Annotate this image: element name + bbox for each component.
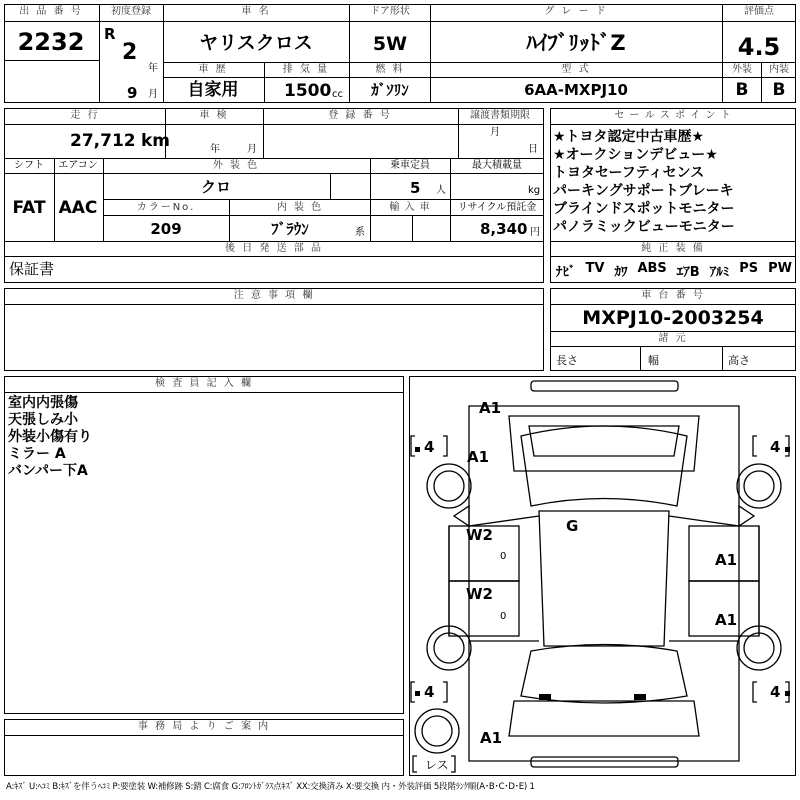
inspector-note-line: 室内内張傷 — [8, 395, 78, 411]
recycle-unit: 円 — [530, 227, 540, 238]
int-color-label: 内 装 色 — [276, 202, 324, 213]
model-label: 型 式 — [561, 64, 591, 75]
mileage-label: 走 行 — [70, 110, 100, 121]
sales-point-item: パノラミックビューモニター — [553, 219, 735, 235]
mark-tire-rl: 4 — [424, 683, 435, 701]
grade-label: グ レ ー ド — [544, 6, 608, 17]
inspector-note-line: バンパー下A — [8, 463, 88, 479]
recycle-label: リサイクル預託金 — [457, 202, 537, 213]
lot-number-label: 出 品 番 号 — [19, 6, 83, 17]
legend: A:ｷｽﾞ U:ﾍｺﾐ B:ｷｽﾞを伴うﾍｺﾐ P:要塗装 W:補修跡 S:錆 C:腐食 G:ﾌﾛﾝﾄｶﾞﾗｽ点ｷｽﾞ XX:交換済み X:要交換 内・外装評価 5段階ﾗﾝｸ順(A･B･C･D･E) 1 — [6, 782, 535, 792]
door-label: ドア形状 — [370, 6, 410, 17]
mileage: 27,712 — [70, 131, 136, 151]
aircon: AAC — [58, 198, 98, 218]
interior-label: 内装 — [769, 64, 789, 75]
int-color: ﾌﾞﾗｳﾝ — [271, 220, 309, 238]
transfer-deadline-label: 譲渡書類期限 — [470, 110, 530, 121]
height-label: 高さ — [728, 354, 750, 367]
max-load-label: 最大積載量 — [472, 160, 522, 171]
recycle-fee: 8,340 — [480, 220, 528, 238]
int-color-unit: 系 — [355, 227, 365, 238]
inspector-label: 検 査 員 記 入 欄 — [155, 378, 253, 389]
width-label: 幅 — [648, 354, 659, 367]
mark-front-bumper: A1 — [479, 399, 502, 417]
transfer-month-unit: 月 — [490, 127, 500, 138]
history: 自家用 — [187, 80, 239, 100]
capacity-label: 乗車定員 — [390, 160, 430, 171]
later-parts: 保証書 — [9, 260, 55, 278]
equipment-list — [556, 261, 792, 280]
era: R — [104, 25, 116, 43]
equipment-item: ABS — [637, 261, 667, 276]
mark-tire-rr: 4 — [770, 683, 781, 701]
transfer-day-unit: 日 — [528, 144, 538, 155]
shift-label: シフト — [14, 160, 44, 171]
mark-hood: A1 — [467, 448, 490, 466]
mark-left-rear-door: W2 — [466, 585, 493, 603]
ac-label: エアコン — [58, 160, 98, 171]
later-parts-label: 後 日 発 送 部 品 — [225, 243, 323, 254]
equipment-item: PW — [768, 261, 792, 276]
sales-point-item: ★オークションデビュー★ — [553, 147, 718, 163]
fuel: ｶﾞｿﾘﾝ — [371, 81, 409, 99]
notes-label: 注 意 事 項 欄 — [233, 290, 315, 301]
inspector-notes — [8, 395, 92, 480]
first-reg-label: 初度登録 — [111, 6, 151, 17]
max-load-unit: kg — [528, 185, 541, 196]
sales-point-item: ★トヨタ認定中古車歴★ — [553, 129, 705, 145]
displacement: 1500 — [284, 81, 332, 101]
reg-year: 2 — [122, 40, 138, 65]
chassis-number: MXPJ10-2003254 — [582, 307, 764, 329]
car-name-label: 車 名 — [241, 6, 271, 17]
mark-rear: A1 — [480, 729, 503, 747]
mark-right-front-door: A1 — [715, 551, 738, 569]
equipment-label: 純 正 装 備 — [641, 243, 705, 254]
ext-color: クロ — [200, 178, 232, 196]
capacity: 5 — [410, 179, 421, 197]
car-diagram — [409, 376, 796, 776]
history-label: 車 歴 — [198, 64, 228, 75]
grade: ﾊｲﾌﾞﾘｯﾄﾞZ — [526, 31, 626, 55]
equipment-item: ｴｱB — [676, 265, 700, 280]
mark-tire-fr: 4 — [770, 438, 781, 456]
equipment-item: ｱﾙﾐ — [709, 265, 730, 280]
interior-grade: B — [772, 80, 786, 100]
length-label: 長さ — [556, 354, 578, 367]
capacity-unit: 人 — [436, 185, 446, 196]
mark-tire-fl: 4 — [424, 438, 435, 456]
sales-point-item: パーキングサポートブレーキ — [553, 183, 734, 199]
equipment-item: ﾅﾋﾞ — [556, 265, 576, 280]
color-no: 209 — [150, 220, 182, 238]
lot-number: 2232 — [17, 28, 85, 56]
year-unit: 年 — [148, 63, 158, 74]
equipment-item: ｶﾜ — [614, 265, 628, 280]
mark-door-zero-1: 0 — [500, 551, 507, 562]
displacement-label: 排 気 量 — [282, 64, 330, 75]
inspector-note-line: 天張しみ小 — [8, 412, 78, 428]
inspection-year-unit: 年 — [210, 144, 220, 155]
exterior-label: 外装 — [732, 64, 752, 75]
sales-point-item: トヨタセーフティセンス — [553, 165, 705, 181]
car-name: ヤリスクロス — [199, 32, 313, 54]
exterior-grade: B — [735, 80, 749, 100]
import-label: 輸 入 車 — [389, 202, 431, 213]
equipment-item: TV — [585, 261, 605, 276]
chassis-label: 車 台 番 号 — [641, 290, 705, 301]
sales-points-list — [553, 128, 735, 236]
fuel-label: 燃 料 — [375, 64, 405, 75]
reg-number-label: 登 録 番 号 — [328, 110, 392, 121]
mark-left-front-door: W2 — [466, 526, 493, 544]
reg-month: 9 — [127, 84, 138, 102]
month-unit: 月 — [148, 89, 158, 100]
sales-point-item: ブラインドスポットモニター — [553, 201, 735, 217]
mileage-unit: km — [141, 131, 171, 151]
mark-door-zero-2: 0 — [500, 611, 507, 622]
shift: FAT — [12, 198, 46, 218]
inspection-month-unit: 月 — [247, 144, 257, 155]
mark-spare: レス — [425, 758, 449, 772]
mark-roof: G — [566, 517, 579, 535]
door-type: 5W — [372, 33, 408, 55]
score-label: 評価点 — [744, 6, 774, 17]
inspector-note-line: ミラー A — [8, 446, 66, 462]
color-no-label: カラーNo. — [136, 202, 196, 213]
score: 4.5 — [737, 33, 781, 61]
ext-color-label: 外 装 色 — [212, 160, 260, 171]
office-label: 事 務 局 よ り ご 案 内 — [137, 721, 271, 732]
inspection-label: 車 検 — [199, 110, 229, 121]
equipment-item: PS — [739, 261, 759, 276]
sales-points-label: セ ー ル ス ポ イ ン ト — [614, 110, 732, 121]
model-code: 6AA-MXPJ10 — [524, 81, 628, 99]
inspector-note-line: 外装小傷有り — [8, 429, 92, 445]
mark-right-rear-door: A1 — [715, 611, 738, 629]
dimensions-label: 諸 元 — [658, 333, 688, 344]
displacement-unit: cc — [332, 89, 343, 100]
